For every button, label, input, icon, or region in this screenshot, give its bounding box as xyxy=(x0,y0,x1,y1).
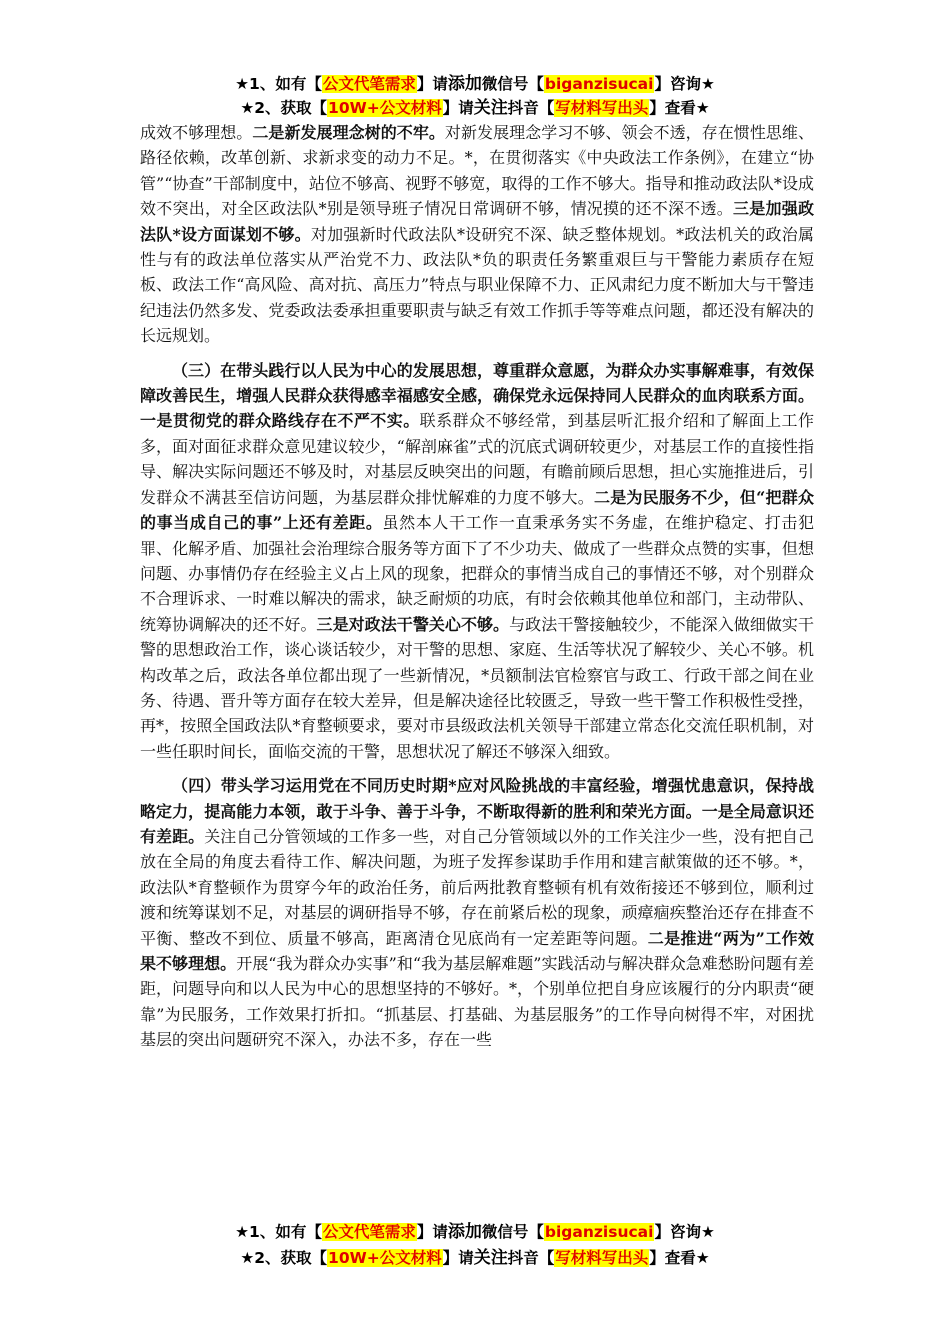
highlight-materials: 10W+公文材料 xyxy=(328,99,442,117)
point-heading: 二是新发展理念树的不牢。 xyxy=(252,123,445,142)
highlight-materials: 10W+公文材料 xyxy=(328,1249,442,1267)
highlight-wechat-id: biganzisucai xyxy=(544,1223,654,1241)
star-icon: ★ xyxy=(235,1223,250,1241)
star-icon: ★ xyxy=(235,75,250,93)
point-heading: 二是推进“两为”工作效果不够理想。 xyxy=(140,928,814,973)
highlight-service: 公文代笔需求 xyxy=(322,75,416,93)
document-body xyxy=(140,120,814,1053)
point-heading: 二是为民服务不少，但“把群众的事当成自己的事”上还有差距。 xyxy=(140,487,814,533)
point-heading: 三是加强政法队*设方面谋划不够。 xyxy=(140,199,814,244)
highlight-douyin-account: 写材料写出头 xyxy=(555,1249,649,1267)
highlight-wechat-id: biganzisucai xyxy=(544,75,654,93)
promo-banner-top-line-2: ★2、获取【10W+公文材料】请关注抖音【写材料写出头】查看★ xyxy=(240,98,710,118)
paragraph-1: 成效不够理想。二是新发展理念树的不牢。对新发展理念学习不够、领会不透，存在惯性思维、路径依赖，改革创新、求新求变的动力不足。*，在贯彻落实《中央政法工作条例》，在建立“协管”“协查”干部制度中，站位不够高、视野不够宽，取得的工作不够大。指导和推动政法队*设成效不突出，对全区政法队*别是领导班子情况日常调研不够，情况摸的还不深不透。三是加强政法队*设方面谋划不够。对加强新时代政法队*设研究不深、缺乏整体规划。*政法机关的政治属性与有的政法单位落实从严治党不力、政法队*负的职责任务繁重艰巨与干警能力素质存在短板、政法工作“高风险、高对抗、高压力”特点与职业保障不力、正风肃纪力度不断加大与干警违纪违法仍然多发、党委政法委承担重要职责与缺乏有效工作抓手等等难点问题，都还没有解决的长远规划。 xyxy=(140,123,814,346)
promo-banner-top-line-1: ★1、如有【公文代笔需求】请添加微信号【biganzisucai】咨询★ xyxy=(235,74,715,94)
highlight-service: 公文代笔需求 xyxy=(322,1223,416,1241)
section-heading: （四）带头学习运用党在不同历史时期*应对风险挑战的丰富经验，增强忧患意识，保持战略定力，提高能力本领，敢于斗争、善于斗争，不断取得新的胜利和荣光方面。一是全局意识还有差距。 xyxy=(140,776,814,846)
star-icon: ★ xyxy=(240,1249,255,1267)
highlight-douyin-account: 写材料写出头 xyxy=(555,99,649,117)
star-icon: ★ xyxy=(240,99,255,117)
paragraph-3: （四）带头学习运用党在不同历史时期*应对风险挑战的丰富经验，增强忧患意识，保持战略定力，提高能力本领，敢于斗争、善于斗争，不断取得新的胜利和荣光方面。一是全局意识还有差距。关注自己分管领域的工作多一些，对自己分管领域以外的工作关注少一些，没有把自己放在全局的角度去看待工作、解决问题，为班子发挥参谋助手作用和建言献策做的还不够。*，政法队*育整顿作为贯穿今年的政治任务，前后两批教育整顿有机有效衔接还不够到位，顺利过渡和统筹谋划不足，对基层的调研指导不够，存在前紧后松的现象，顽瘴痼疾整治还存在排查不平衡、整改不到位、质量不够高，距离清仓见底尚有一定差距等问题。二是推进“两为”工作效果不够理想。开展“我为群众办实事”和“我为基层解难题”实践活动与解决群众急难愁盼问题有差距，问题导向和以人民为中心的思想坚持的不够好。*，个别单位把自身应该履行的分内职责“硬靠”为民服务，工作效果打折扣。“抓基层、打基础、为基层服务”的工作导向树得不牢，对困扰基层的突出问题研究不深入，办法不多，存在一些 xyxy=(140,776,814,1050)
section-heading: （三）在带头践行以人民为中心的发展思想，尊重群众意愿，为群众办实事解难事，有效保障改善民生，增强人民群众获得感幸福感安全感，确保党永远保持同人民群众的血肉联系方面。一是贯彻党的群众路线存在不严不实。 xyxy=(140,360,814,431)
promo-banner-bottom-line-1: ★1、如有【公文代笔需求】请添加微信号【biganzisucai】咨询★ xyxy=(235,1222,715,1242)
paragraph-2: （三）在带头践行以人民为中心的发展思想，尊重群众意愿，为群众办实事解难事，有效保障改善民生，增强人民群众获得感幸福感安全感，确保党永远保持同人民群众的血肉联系方面。一是贯彻党的群众路线存在不严不实。联系群众不够经常，到基层听汇报介绍和了解面上工作多，面对面征求群众意见建议较少，“解剖麻雀”式的沉底式调研较更少，对基层工作的直接性指导、解决实际问题还不够及时，对基层反映突出的问题，有瞻前顾后思想，担心实施推进后，引发群众不满甚至信访问题，为基层群众排忧解难的力度不够大。二是为民服务不少，但“把群众的事当成自己的事”上还有差距。虽然本人干工作一直秉承务实不务虚，在维护稳定、打击犯罪、化解矛盾、加强社会治理综合服务等方面下了不少功夫、做成了一些群众点赞的实事，但想问题、办事情仍存在经验主义占上风的现象，把群众的事情当成自己的事情还不够，对个别群众不合理诉求、一时难以解决的需求，缺乏耐烦的功底，有时会依赖其他单位和部门，主动带队、统筹协调解决的还不好。三是对政法干警关心不够。与政法干警接触较少，不能深入做细做实干警的思想政治工作，谈心谈话较少，对干警的思想、家庭、生活等状况了解较少、关心不够。机构改革之后，政法各单位都出现了一些新情况，*员额制法官检察官与政工、行政干部之间在业务、待遇、晋升等方面存在较大差异，但是解决途径比较匮乏，导致一些干警工作积极性受挫，再*，按照全国政法队*育整顿要求，要对市县级政法机关领导干部建立常态化交流任职机制，对一些任职时间长，面临交流的干警，思想状况了解还不够深入细致。 xyxy=(140,360,814,761)
promo-banner-bottom-line-2: ★2、获取【10W+公文材料】请关注抖音【写材料写出头】查看★ xyxy=(240,1248,710,1268)
point-heading: 三是对政法干警关心不够。 xyxy=(316,614,510,634)
